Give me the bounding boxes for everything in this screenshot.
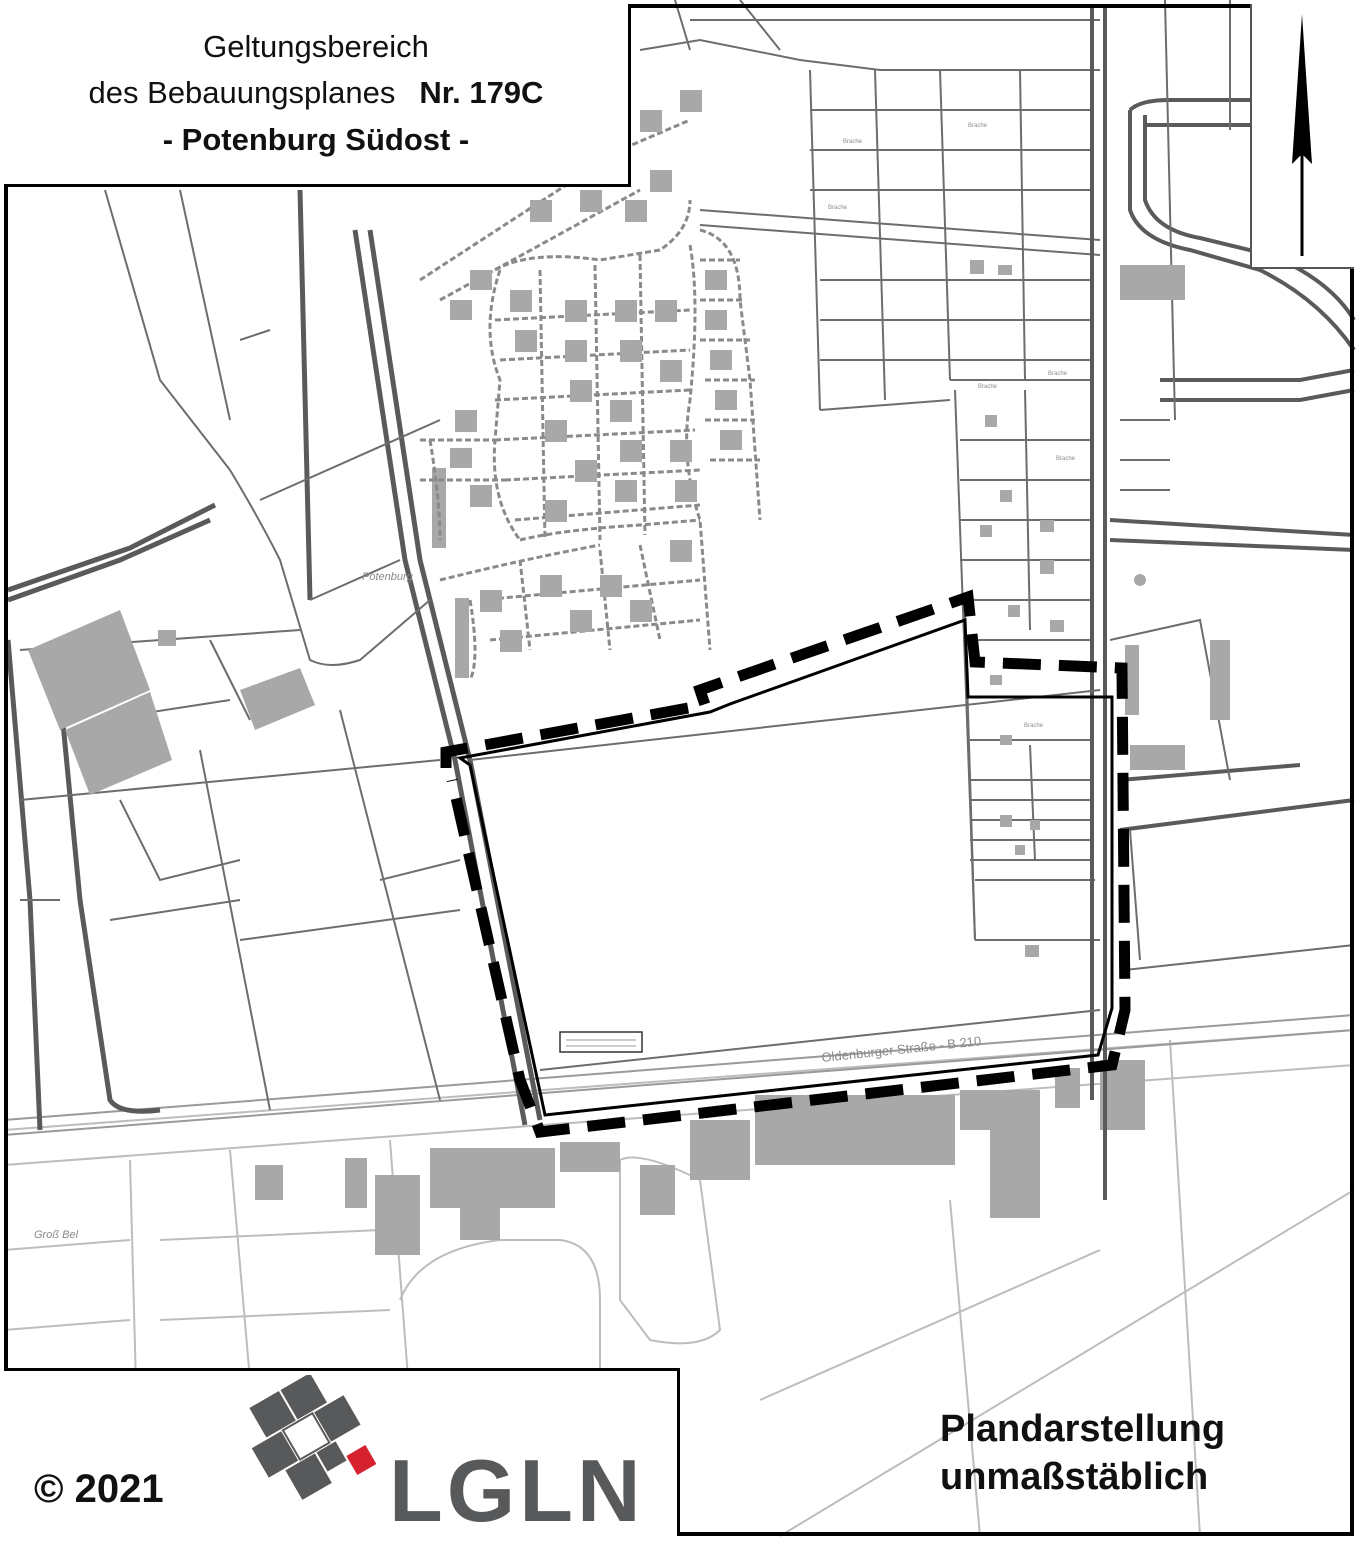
eastern-buildings: [1120, 265, 1230, 770]
parcel-label-brache-3: Brache: [828, 205, 848, 211]
title-box: [4, 4, 631, 187]
title-line-2-prefix: des Bebauungsplanes: [88, 75, 396, 110]
map-legend-box: [560, 1032, 642, 1052]
street-label-oldenburger: Oldenburger Straße - B 210: [820, 1033, 982, 1065]
title-line-1: Geltungsbereich: [203, 29, 429, 64]
lgln-logo-icon: [244, 1375, 384, 1505]
parcel-label-brache-4: Brache: [1048, 371, 1068, 377]
plan-note-line-2: unmaßstäblich: [940, 1456, 1209, 1498]
place-label-gross-bel: Groß Bel: [34, 1229, 79, 1241]
western-buildings: [28, 468, 469, 795]
parcel-label-brache-5: Brache: [978, 384, 998, 390]
copyright-notice: © 2021: [34, 1467, 164, 1511]
place-label-potenburg: Potenburg: [362, 571, 413, 583]
northeast-parcels: [640, 0, 1100, 940]
scope-boundary: [446, 597, 1125, 1132]
northeast-buildings: [970, 260, 1064, 957]
title-line-2: [4, 75, 628, 111]
parcel-label-brache-6: Brache: [1056, 456, 1076, 462]
plan-number: Nr. 179C: [419, 75, 544, 110]
title-line-3: - Potenburg Südost -: [162, 122, 470, 157]
plan-note: [940, 1405, 1225, 1501]
parcel-label-brache-1: Brache: [843, 139, 863, 145]
lgln-logo-text: LGLN: [389, 1441, 645, 1540]
plan-note-line-1: Plandarstellung: [940, 1408, 1226, 1450]
north-arrow-box: [1250, 4, 1354, 269]
footer-box: [4, 1368, 680, 1540]
parcel-label-brache-2: Brache: [968, 123, 988, 129]
north-arrow-icon: [1252, 4, 1354, 266]
parcel-label-brache-7: Brache: [1024, 723, 1044, 729]
